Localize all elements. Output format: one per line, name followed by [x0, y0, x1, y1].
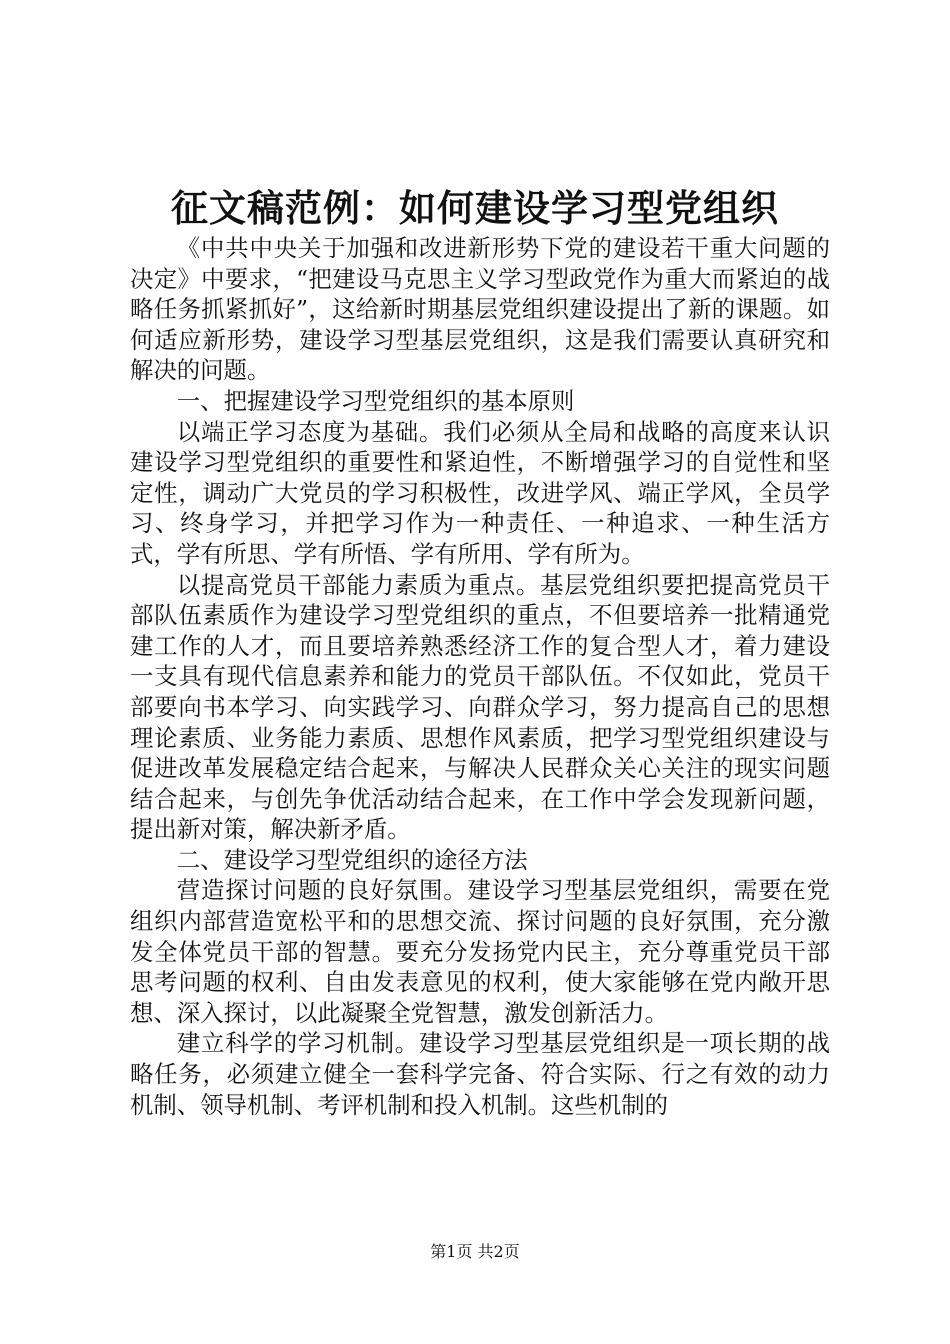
paragraph-attitude: 以端正学习态度为基础。我们必须从全局和战略的高度来认识建设学习型党组织的重要性和紧迫性，不断增强学习的自觉性和坚定性，调动广大党员的学习积极性，改进学风、端正学风，全员学习、终身学习，并把学习作为一种责任、一种追求、一种生活方式，学有所思、学有所悟、学有所用、学有所为。: [130, 417, 830, 568]
document-body: [130, 233, 830, 1120]
paragraph-mechanism: 建立科学的学习机制。建设学习型基层党组织是一项长期的战略任务，必须建立健全一套科学完备、符合实际、行之有效的动力机制、领导机制、考评机制和投入机制。这些机制的: [130, 1029, 830, 1119]
section-heading-1: 一、把握建设学习型党组织的基本原则: [176, 386, 575, 415]
paragraph-atmosphere: 营造探讨问题的良好氛围。建设学习型基层党组织，需要在党组织内部营造宽松平和的思想交流、探讨问题的良好氛围，充分激发全体党员干部的智慧。要充分发扬党内民主，充分尊重党员干部思考问题的权利、自由发表意见的权利，使大家能够在党内敞开思想、深入探讨，以此凝聚全党智慧，激发创新活力。: [130, 876, 830, 1027]
document-title: 征文稿范例：如何建设学习型党组织: [171, 186, 779, 230]
section-heading-2: 二、建设学习型党组织的途径方法: [176, 845, 528, 874]
page-footer: 第1页 共2页: [430, 1242, 520, 1261]
intro-paragraph: 《中共中央关于加强和改进新形势下党的建设若干重大问题的决定》中要求，“把建设马克思主义学习型政党作为重大而紧迫的战略任务抓紧抓好”，这给新时期基层党组织建设提出了新的课题。如何适应新形势，建设学习型基层党组织，这是我们需要认真研究和解决的问题。: [130, 234, 830, 385]
paragraph-ability: 以提高党员干部能力素质为重点。基层党组织要把提高党员干部队伍素质作为建设学习型党组织的重点，不但要培养一批精通党建工作的人才，而且要培养熟悉经济工作的复合型人才，着力建设一支具有现代信息素养和能力的党员干部队伍。不仅如此，党员干部要向书本学习、向实践学习、向群众学习，努力提高自己的思想理论素质、业务能力素质、思想作风素质，把学习型党组织建设与促进改革发展稳定结合起来，与解决人民群众关心关注的现实问题结合起来，与创先争优活动结合起来，在工作中学会发现新问题，提出新对策，解决新矛盾。: [130, 570, 830, 844]
